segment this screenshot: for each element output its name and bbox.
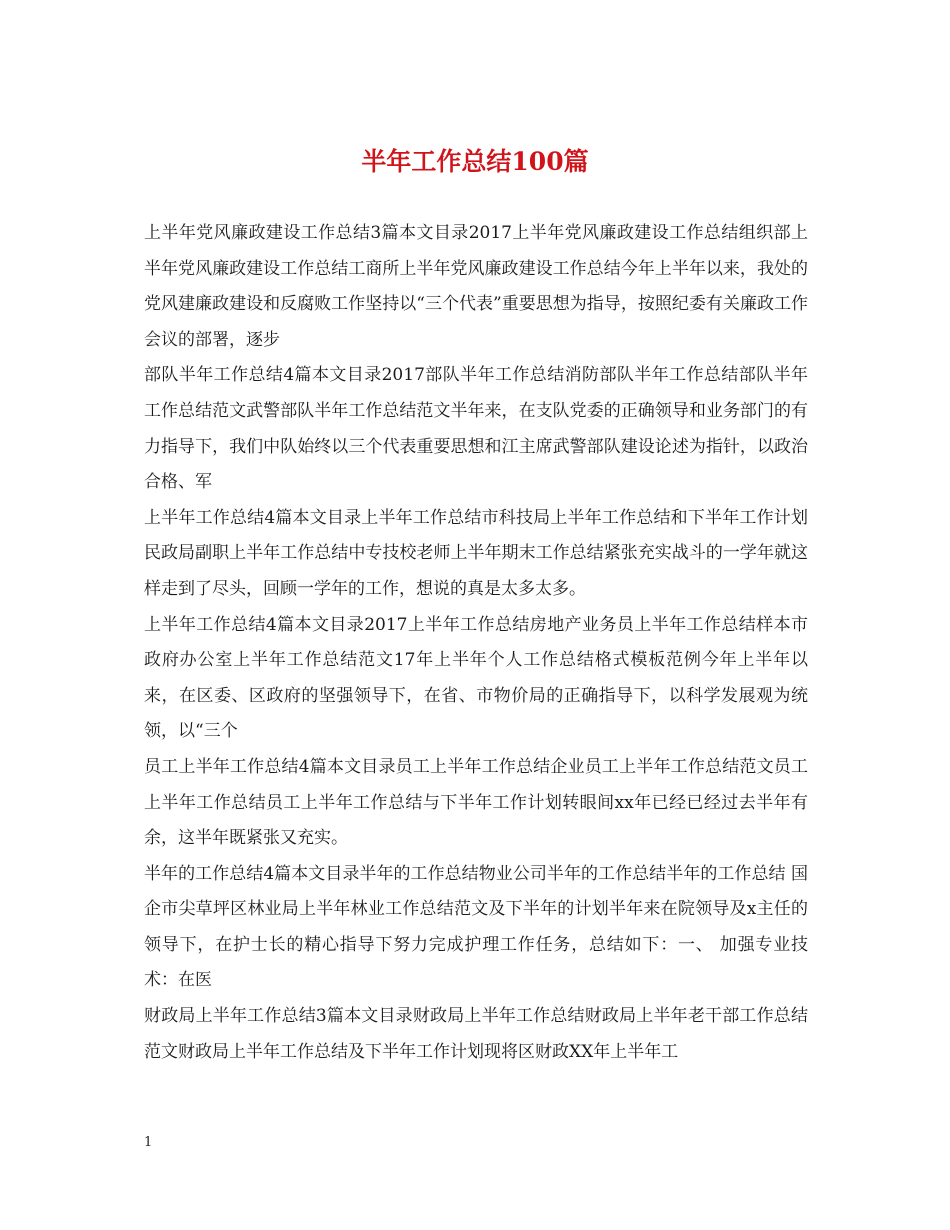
- page-number: 1: [144, 1135, 153, 1150]
- summary-paragraph-6: 半年的工作总结4篇本文目录半年的工作总结物业公司半年的工作总结半年的工作总结 国企市尖草坪区林业局上半年林业工作总结范文及下半年的计划半年来在院领导及x主任的领导下，在护士长的精心指导下努力完成护理工作任务，总结如下：一、 加强专业技术：在医: [144, 863, 808, 991]
- document-title: 半年工作总结100篇: [361, 147, 589, 176]
- summary-paragraph-3: 上半年工作总结4篇本文目录上半年工作总结市科技局上半年工作总结和下半年工作计划民政局副职上半年工作总结中专技校老师上半年期末工作总结紧张充实战斗的一学年就这样走到了尽头，回顾一学年的工作，想说的真是太多太多。: [144, 507, 808, 599]
- summary-paragraph-5: 员工上半年工作总结4篇本文目录员工上半年工作总结企业员工上半年工作总结范文员工上半年工作总结员工上半年工作总结与下半年工作计划转眼间xx年已经已经过去半年有余，这半年既紧张又充实。: [144, 756, 808, 849]
- document-body: [144, 216, 808, 1070]
- summary-paragraph-7: 财政局上半年工作总结3篇本文目录财政局上半年工作总结财政局上半年老干部工作总结范文财政局上半年工作总结及下半年工作计划现将区财政XX年上半年工: [144, 1006, 808, 1062]
- summary-paragraph-4: 上半年工作总结4篇本文目录2017上半年工作总结房地产业务员上半年工作总结样本市政府办公室上半年工作总结范文17年上半年个人工作总结格式模板范例今年上半年以来，在区委、区政府的坚强领导下，在省、市物价局的正确指导下，以科学发展观为统领，以“三个: [144, 614, 808, 742]
- summary-paragraph-2: 部队半年工作总结4篇本文目录2017部队半年工作总结消防部队半年工作总结部队半年工作总结范文武警部队半年工作总结范文半年来，在支队党委的正确领导和业务部门的有力指导下，我们中队始终以三个代表重要思想和江主席武警部队建设论述为指针，以政治合格、军: [144, 365, 808, 493]
- summary-paragraph-1: 上半年党风廉政建设工作总结3篇本文目录2017上半年党风廉政建设工作总结组织部上半年党风廉政建设工作总结工商所上半年党风廉政建设工作总结今年上半年以来，我处的党风建廉政建设和反腐败工作坚持以“三个代表”重要思想为指导，按照纪委有关廉政工作会议的部署，逐步: [144, 223, 808, 350]
